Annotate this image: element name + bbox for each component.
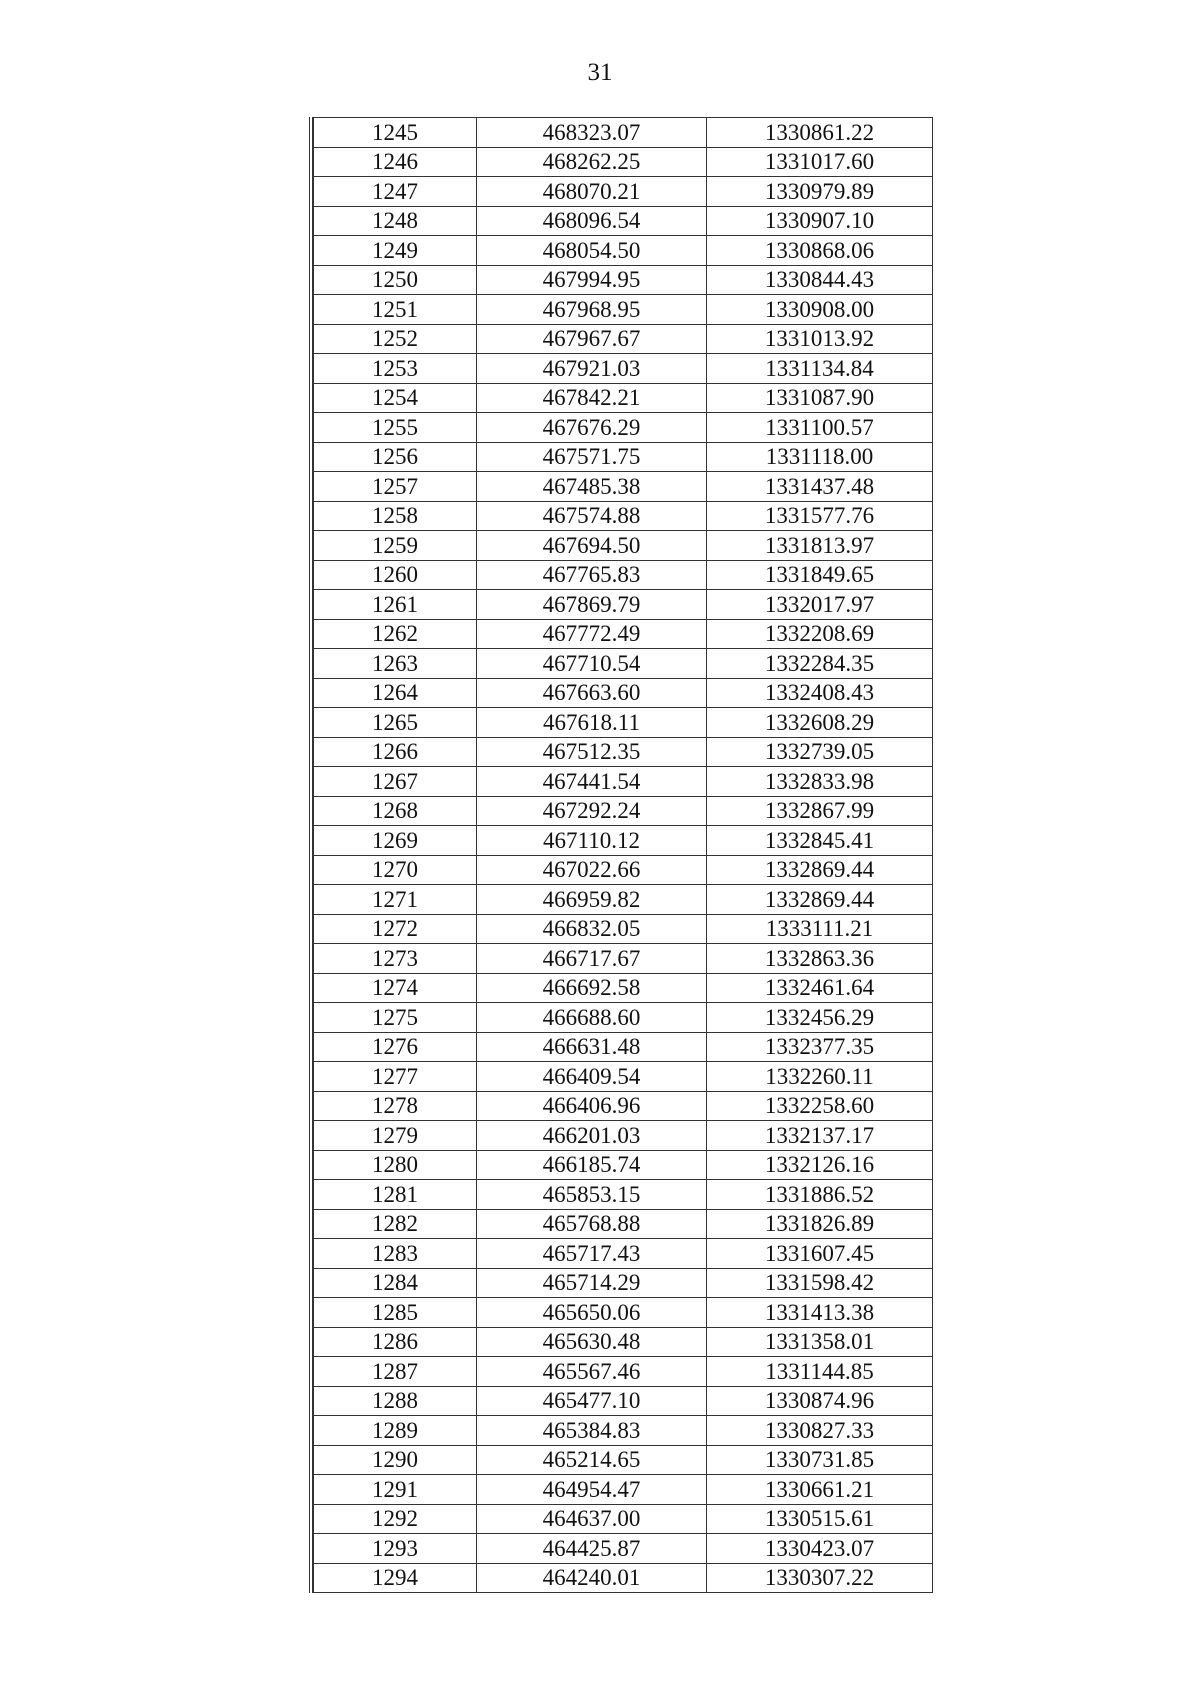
y-coordinate-cell: 1333111.21 bbox=[707, 914, 933, 944]
point-number-cell: 1282 bbox=[314, 1209, 477, 1239]
y-coordinate-cell: 1330827.33 bbox=[707, 1416, 933, 1446]
x-coordinate-cell: 466631.48 bbox=[477, 1032, 707, 1062]
table-row bbox=[314, 708, 933, 738]
x-coordinate-cell: 464240.01 bbox=[477, 1563, 707, 1593]
point-number-cell: 1293 bbox=[314, 1534, 477, 1564]
y-coordinate-cell: 1331598.42 bbox=[707, 1268, 933, 1298]
y-coordinate-cell: 1332869.44 bbox=[707, 885, 933, 915]
x-coordinate-cell: 468096.54 bbox=[477, 206, 707, 236]
x-coordinate-cell: 467921.03 bbox=[477, 354, 707, 384]
table-row bbox=[314, 1209, 933, 1239]
x-coordinate-cell: 466832.05 bbox=[477, 914, 707, 944]
y-coordinate-cell: 1331144.85 bbox=[707, 1357, 933, 1387]
x-coordinate-cell: 467512.35 bbox=[477, 737, 707, 767]
y-coordinate-cell: 1331886.52 bbox=[707, 1180, 933, 1210]
table-row bbox=[314, 1003, 933, 1033]
point-number-cell: 1285 bbox=[314, 1298, 477, 1328]
y-coordinate-cell: 1332845.41 bbox=[707, 826, 933, 856]
point-number-cell: 1276 bbox=[314, 1032, 477, 1062]
table-row bbox=[314, 1298, 933, 1328]
x-coordinate-cell: 467694.50 bbox=[477, 531, 707, 561]
table-row bbox=[314, 295, 933, 325]
table-row bbox=[314, 973, 933, 1003]
y-coordinate-cell: 1330868.06 bbox=[707, 236, 933, 266]
y-coordinate-cell: 1330874.96 bbox=[707, 1386, 933, 1416]
point-number-cell: 1288 bbox=[314, 1386, 477, 1416]
point-number-cell: 1257 bbox=[314, 472, 477, 502]
table-row bbox=[314, 1150, 933, 1180]
table-row bbox=[314, 826, 933, 856]
table-row bbox=[314, 678, 933, 708]
y-coordinate-cell: 1331013.92 bbox=[707, 324, 933, 354]
table-row bbox=[314, 619, 933, 649]
x-coordinate-cell: 467676.29 bbox=[477, 413, 707, 443]
point-number-cell: 1260 bbox=[314, 560, 477, 590]
x-coordinate-cell: 466688.60 bbox=[477, 1003, 707, 1033]
x-coordinate-cell: 466959.82 bbox=[477, 885, 707, 915]
point-number-cell: 1283 bbox=[314, 1239, 477, 1269]
table-row bbox=[314, 767, 933, 797]
y-coordinate-cell: 1332863.36 bbox=[707, 944, 933, 974]
x-coordinate-cell: 468070.21 bbox=[477, 177, 707, 207]
table-row bbox=[314, 1357, 933, 1387]
x-coordinate-cell: 466692.58 bbox=[477, 973, 707, 1003]
x-coordinate-cell: 467967.67 bbox=[477, 324, 707, 354]
y-coordinate-cell: 1332461.64 bbox=[707, 973, 933, 1003]
table-row bbox=[314, 147, 933, 177]
y-coordinate-cell: 1331437.48 bbox=[707, 472, 933, 502]
table-row bbox=[314, 1563, 933, 1593]
point-number-cell: 1269 bbox=[314, 826, 477, 856]
x-coordinate-cell: 465567.46 bbox=[477, 1357, 707, 1387]
point-number-cell: 1272 bbox=[314, 914, 477, 944]
x-coordinate-cell: 466185.74 bbox=[477, 1150, 707, 1180]
table-row bbox=[314, 944, 933, 974]
y-coordinate-cell: 1330861.22 bbox=[707, 118, 933, 148]
point-number-cell: 1279 bbox=[314, 1121, 477, 1151]
x-coordinate-cell: 467022.66 bbox=[477, 855, 707, 885]
table-row bbox=[314, 442, 933, 472]
y-coordinate-cell: 1332456.29 bbox=[707, 1003, 933, 1033]
table-row bbox=[314, 324, 933, 354]
y-coordinate-cell: 1332739.05 bbox=[707, 737, 933, 767]
x-coordinate-cell: 466201.03 bbox=[477, 1121, 707, 1151]
point-number-cell: 1267 bbox=[314, 767, 477, 797]
y-coordinate-cell: 1332137.17 bbox=[707, 1121, 933, 1151]
x-coordinate-cell: 467994.95 bbox=[477, 265, 707, 295]
y-coordinate-cell: 1332377.35 bbox=[707, 1032, 933, 1062]
point-number-cell: 1246 bbox=[314, 147, 477, 177]
y-coordinate-cell: 1331358.01 bbox=[707, 1327, 933, 1357]
x-coordinate-cell: 467710.54 bbox=[477, 649, 707, 679]
y-coordinate-cell: 1332867.99 bbox=[707, 796, 933, 826]
x-coordinate-cell: 467663.60 bbox=[477, 678, 707, 708]
table-row bbox=[314, 649, 933, 679]
table-row bbox=[314, 1121, 933, 1151]
point-number-cell: 1245 bbox=[314, 118, 477, 148]
y-coordinate-cell: 1331118.00 bbox=[707, 442, 933, 472]
table-row bbox=[314, 383, 933, 413]
x-coordinate-cell: 465630.48 bbox=[477, 1327, 707, 1357]
point-number-cell: 1281 bbox=[314, 1180, 477, 1210]
table-row bbox=[314, 1475, 933, 1505]
table-row bbox=[314, 737, 933, 767]
point-number-cell: 1291 bbox=[314, 1475, 477, 1505]
coordinate-table bbox=[313, 117, 933, 1593]
point-number-cell: 1251 bbox=[314, 295, 477, 325]
point-number-cell: 1287 bbox=[314, 1357, 477, 1387]
y-coordinate-cell: 1330515.61 bbox=[707, 1504, 933, 1534]
point-number-cell: 1280 bbox=[314, 1150, 477, 1180]
x-coordinate-cell: 467292.24 bbox=[477, 796, 707, 826]
point-number-cell: 1248 bbox=[314, 206, 477, 236]
x-coordinate-cell: 468323.07 bbox=[477, 118, 707, 148]
x-coordinate-cell: 467441.54 bbox=[477, 767, 707, 797]
table-row bbox=[314, 1504, 933, 1534]
table-row bbox=[314, 1239, 933, 1269]
y-coordinate-cell: 1330731.85 bbox=[707, 1445, 933, 1475]
y-coordinate-cell: 1330979.89 bbox=[707, 177, 933, 207]
y-coordinate-cell: 1330907.10 bbox=[707, 206, 933, 236]
point-number-cell: 1284 bbox=[314, 1268, 477, 1298]
point-number-cell: 1273 bbox=[314, 944, 477, 974]
point-number-cell: 1270 bbox=[314, 855, 477, 885]
table-row bbox=[314, 236, 933, 266]
table-row bbox=[314, 1268, 933, 1298]
x-coordinate-cell: 467485.38 bbox=[477, 472, 707, 502]
point-number-cell: 1250 bbox=[314, 265, 477, 295]
table-row bbox=[314, 118, 933, 148]
point-number-cell: 1271 bbox=[314, 885, 477, 915]
point-number-cell: 1252 bbox=[314, 324, 477, 354]
x-coordinate-cell: 467618.11 bbox=[477, 708, 707, 738]
y-coordinate-cell: 1330423.07 bbox=[707, 1534, 933, 1564]
point-number-cell: 1255 bbox=[314, 413, 477, 443]
y-coordinate-cell: 1330661.21 bbox=[707, 1475, 933, 1505]
point-number-cell: 1277 bbox=[314, 1062, 477, 1092]
point-number-cell: 1256 bbox=[314, 442, 477, 472]
table-row bbox=[314, 472, 933, 502]
point-number-cell: 1259 bbox=[314, 531, 477, 561]
x-coordinate-cell: 468262.25 bbox=[477, 147, 707, 177]
coordinate-table-container bbox=[309, 117, 936, 1593]
point-number-cell: 1247 bbox=[314, 177, 477, 207]
table-row bbox=[314, 177, 933, 207]
table-row bbox=[314, 914, 933, 944]
y-coordinate-cell: 1331813.97 bbox=[707, 531, 933, 561]
y-coordinate-cell: 1331087.90 bbox=[707, 383, 933, 413]
y-coordinate-cell: 1331577.76 bbox=[707, 501, 933, 531]
page-number: 31 bbox=[587, 59, 613, 86]
point-number-cell: 1275 bbox=[314, 1003, 477, 1033]
table-row bbox=[314, 885, 933, 915]
x-coordinate-cell: 465214.65 bbox=[477, 1445, 707, 1475]
point-number-cell: 1294 bbox=[314, 1563, 477, 1593]
x-coordinate-cell: 465477.10 bbox=[477, 1386, 707, 1416]
x-coordinate-cell: 465768.88 bbox=[477, 1209, 707, 1239]
y-coordinate-cell: 1332208.69 bbox=[707, 619, 933, 649]
y-coordinate-cell: 1330307.22 bbox=[707, 1563, 933, 1593]
y-coordinate-cell: 1331100.57 bbox=[707, 413, 933, 443]
table-row bbox=[314, 265, 933, 295]
y-coordinate-cell: 1331607.45 bbox=[707, 1239, 933, 1269]
y-coordinate-cell: 1332833.98 bbox=[707, 767, 933, 797]
x-coordinate-cell: 467968.95 bbox=[477, 295, 707, 325]
x-coordinate-cell: 468054.50 bbox=[477, 236, 707, 266]
y-coordinate-cell: 1330844.43 bbox=[707, 265, 933, 295]
point-number-cell: 1258 bbox=[314, 501, 477, 531]
y-coordinate-cell: 1332126.16 bbox=[707, 1150, 933, 1180]
y-coordinate-cell: 1331413.38 bbox=[707, 1298, 933, 1328]
table-row bbox=[314, 1534, 933, 1564]
table-row bbox=[314, 413, 933, 443]
x-coordinate-cell: 465717.43 bbox=[477, 1239, 707, 1269]
x-coordinate-cell: 465384.83 bbox=[477, 1416, 707, 1446]
x-coordinate-cell: 467110.12 bbox=[477, 826, 707, 856]
y-coordinate-cell: 1331826.89 bbox=[707, 1209, 933, 1239]
table-row bbox=[314, 1032, 933, 1062]
y-coordinate-cell: 1331017.60 bbox=[707, 147, 933, 177]
y-coordinate-cell: 1332408.43 bbox=[707, 678, 933, 708]
x-coordinate-cell: 466717.67 bbox=[477, 944, 707, 974]
point-number-cell: 1262 bbox=[314, 619, 477, 649]
x-coordinate-cell: 467772.49 bbox=[477, 619, 707, 649]
table-body bbox=[314, 118, 933, 1593]
x-coordinate-cell: 465650.06 bbox=[477, 1298, 707, 1328]
table-row bbox=[314, 796, 933, 826]
point-number-cell: 1263 bbox=[314, 649, 477, 679]
point-number-cell: 1290 bbox=[314, 1445, 477, 1475]
point-number-cell: 1261 bbox=[314, 590, 477, 620]
y-coordinate-cell: 1330908.00 bbox=[707, 295, 933, 325]
point-number-cell: 1292 bbox=[314, 1504, 477, 1534]
point-number-cell: 1249 bbox=[314, 236, 477, 266]
table-row bbox=[314, 1091, 933, 1121]
table-row bbox=[314, 855, 933, 885]
table-row bbox=[314, 206, 933, 236]
x-coordinate-cell: 467574.88 bbox=[477, 501, 707, 531]
table-row bbox=[314, 590, 933, 620]
table-row bbox=[314, 1180, 933, 1210]
table-row bbox=[314, 1445, 933, 1475]
point-number-cell: 1274 bbox=[314, 973, 477, 1003]
x-coordinate-cell: 466406.96 bbox=[477, 1091, 707, 1121]
x-coordinate-cell: 467869.79 bbox=[477, 590, 707, 620]
y-coordinate-cell: 1332284.35 bbox=[707, 649, 933, 679]
point-number-cell: 1266 bbox=[314, 737, 477, 767]
table-row bbox=[314, 1386, 933, 1416]
point-number-cell: 1264 bbox=[314, 678, 477, 708]
table-row bbox=[314, 1327, 933, 1357]
x-coordinate-cell: 467765.83 bbox=[477, 560, 707, 590]
point-number-cell: 1268 bbox=[314, 796, 477, 826]
point-number-cell: 1253 bbox=[314, 354, 477, 384]
point-number-cell: 1286 bbox=[314, 1327, 477, 1357]
y-coordinate-cell: 1331134.84 bbox=[707, 354, 933, 384]
x-coordinate-cell: 467842.21 bbox=[477, 383, 707, 413]
x-coordinate-cell: 464637.00 bbox=[477, 1504, 707, 1534]
x-coordinate-cell: 465714.29 bbox=[477, 1268, 707, 1298]
point-number-cell: 1278 bbox=[314, 1091, 477, 1121]
point-number-cell: 1254 bbox=[314, 383, 477, 413]
x-coordinate-cell: 467571.75 bbox=[477, 442, 707, 472]
y-coordinate-cell: 1332608.29 bbox=[707, 708, 933, 738]
table-row bbox=[314, 560, 933, 590]
y-coordinate-cell: 1332258.60 bbox=[707, 1091, 933, 1121]
point-number-cell: 1289 bbox=[314, 1416, 477, 1446]
table-row bbox=[314, 501, 933, 531]
x-coordinate-cell: 466409.54 bbox=[477, 1062, 707, 1092]
y-coordinate-cell: 1331849.65 bbox=[707, 560, 933, 590]
x-coordinate-cell: 464425.87 bbox=[477, 1534, 707, 1564]
y-coordinate-cell: 1332017.97 bbox=[707, 590, 933, 620]
y-coordinate-cell: 1332260.11 bbox=[707, 1062, 933, 1092]
x-coordinate-cell: 464954.47 bbox=[477, 1475, 707, 1505]
table-row bbox=[314, 354, 933, 384]
table-row bbox=[314, 1416, 933, 1446]
x-coordinate-cell: 465853.15 bbox=[477, 1180, 707, 1210]
table-row bbox=[314, 531, 933, 561]
point-number-cell: 1265 bbox=[314, 708, 477, 738]
table-row bbox=[314, 1062, 933, 1092]
y-coordinate-cell: 1332869.44 bbox=[707, 855, 933, 885]
